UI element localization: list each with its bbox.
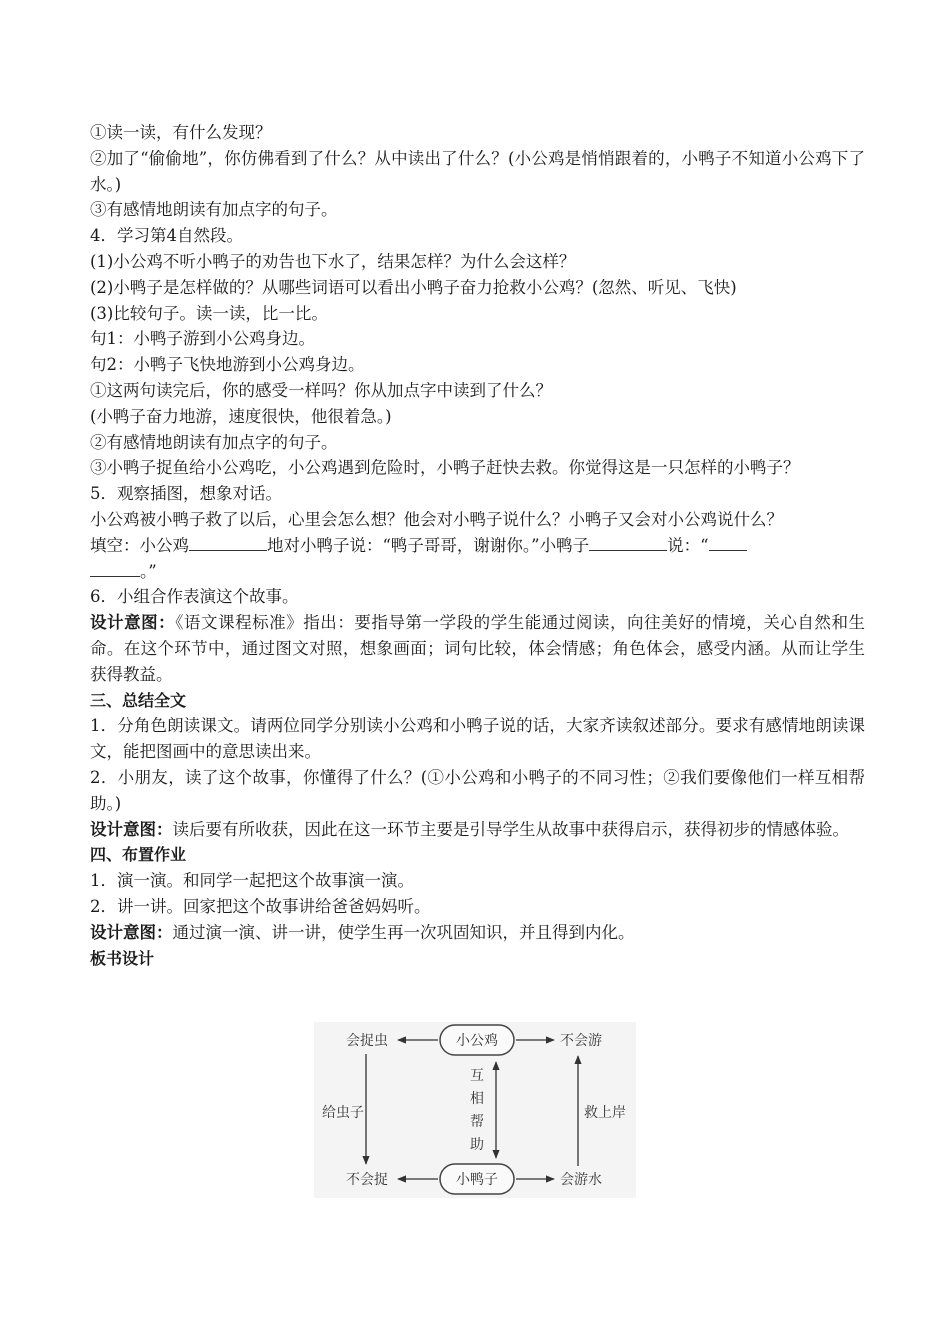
- text-line: 5．观察插图，想象对话。: [90, 484, 282, 504]
- text-line: ②加了“偷偷地”，你仿佛看到了什么？从中读出了什么？(小公鸡是悄悄跟着的，小鸭子不知道小公鸡下了水。): [90, 148, 865, 194]
- rescue-label: 救上岸: [584, 1105, 626, 1121]
- text-line: ③有感情地朗读有加点字的句子。: [90, 200, 338, 220]
- give-bugs-label: 给虫子: [322, 1105, 364, 1121]
- design-intent-label: 设计意图：: [90, 613, 176, 633]
- mutual-help-char: 助: [470, 1137, 484, 1153]
- blank-line: [189, 536, 267, 551]
- board-diagram-svg: [314, 1022, 636, 1198]
- mutual-help-char: 相: [470, 1091, 484, 1107]
- text-line: ①这两句读完后，你的感受一样吗？你从加点字中读到了什么？: [90, 380, 552, 400]
- fill-in-blank: [90, 533, 865, 585]
- cannot-swim-label: 不会游: [560, 1033, 602, 1049]
- duckling-label: 小鸭子: [456, 1172, 498, 1188]
- blank-line: [90, 562, 140, 577]
- text-line: (2)小鸭子是怎样做的？从哪些词语可以看出小鸭子奋力抢救小公鸡？(忽然、听见、飞快): [90, 277, 737, 297]
- design-intent-text: 读后要有所收获，因此在这一环节主要是引导学生从故事中获得启示，获得初步的情感体验。: [172, 819, 849, 839]
- design-intent: [90, 610, 865, 687]
- text-line: ①读一读，有什么发现？: [90, 123, 272, 142]
- text-line: 2．讲一讲。回家把这个故事讲给爸爸妈妈听。: [90, 896, 431, 916]
- section-heading: 三、总结全文: [90, 690, 187, 710]
- text-line: (3)比较句子。读一读，比一比。: [90, 303, 328, 323]
- text-line: 2．小朋友，读了这个故事，你懂得了什么？(①小公鸡和小鸭子的不同习性；②我们要像他们一样互相帮助。): [90, 767, 865, 813]
- text-line: (1)小公鸡不听小鸭子的劝告也下水了，结果怎样？为什么会这样？: [90, 251, 576, 271]
- section-heading: 四、布置作业: [90, 845, 187, 865]
- text-line: ②有感情地朗读有加点字的句子。: [90, 432, 338, 452]
- design-intent-label: 设计意图：: [90, 922, 173, 942]
- mutual-help-char: 帮: [470, 1114, 484, 1130]
- design-intent-text: 《语文课程标准》指出：要指导第一学段的学生能通过阅读，向往美好的情境，关心自然和生命。在这个环节中，通过图文对照，想象画面；词句比较，体会情感；角色体会，感受内涵。从而让学生获得教益。: [90, 613, 866, 684]
- design-intent: [90, 817, 865, 843]
- fill-text-2: 地对小鸭子说：“鸭子哥哥，谢谢你。”小鸭子: [267, 535, 590, 555]
- text-line: 小公鸡被小鸭子救了以后，心里会怎么想？他会对小鸭子说什么？小鸭子又会对小公鸡说什么？: [90, 509, 783, 529]
- text-line: 1．演一演。和同学一起把这个故事演一演。: [90, 871, 414, 891]
- blank-line: [709, 536, 747, 551]
- text-line: 1．分角色朗读课文。请两位同学分别读小公鸡和小鸭子说的话，大家齐读叙述部分。要求有感情地朗读课文，能把图画中的意思读出来。: [90, 716, 865, 762]
- fill-text-4: 。”: [140, 561, 157, 581]
- fill-text-3: 说：“: [667, 535, 709, 555]
- blank-line: [589, 536, 667, 551]
- document-body: [90, 120, 865, 971]
- text-line: (小鸭子奋力地游，速度很快，他很着急。): [90, 406, 392, 426]
- text-line: ③小鸭子捉鱼给小公鸡吃，小公鸡遇到危险时，小鸭子赶快去救。你觉得这是一只怎样的小鸭子？: [90, 458, 800, 478]
- fill-text-1: 填空：小公鸡: [90, 535, 189, 555]
- text-line: 句1：小鸭子游到小公鸡身边。: [90, 329, 315, 349]
- catch-bugs-label: 会捉虫: [346, 1033, 388, 1049]
- board-design-title: 板书设计: [90, 948, 155, 968]
- text-line: 4．学习第4自然段。: [90, 226, 243, 246]
- design-intent-label: 设计意图：: [90, 819, 173, 839]
- can-swim-label: 会游水: [560, 1172, 602, 1188]
- mutual-help-char: 互: [470, 1068, 484, 1084]
- text-line: 句2：小鸭子飞快地游到小公鸡身边。: [90, 355, 365, 375]
- design-intent-text: 通过演一演、讲一讲，使学生再一次巩固知识，并且得到内化。: [172, 922, 635, 942]
- cannot-catch-label: 不会捉: [346, 1172, 388, 1188]
- board-diagram: [314, 1022, 636, 1198]
- design-intent: [90, 920, 865, 946]
- text-line: 6．小组合作表演这个故事。: [90, 587, 299, 607]
- rooster-label: 小公鸡: [456, 1033, 498, 1049]
